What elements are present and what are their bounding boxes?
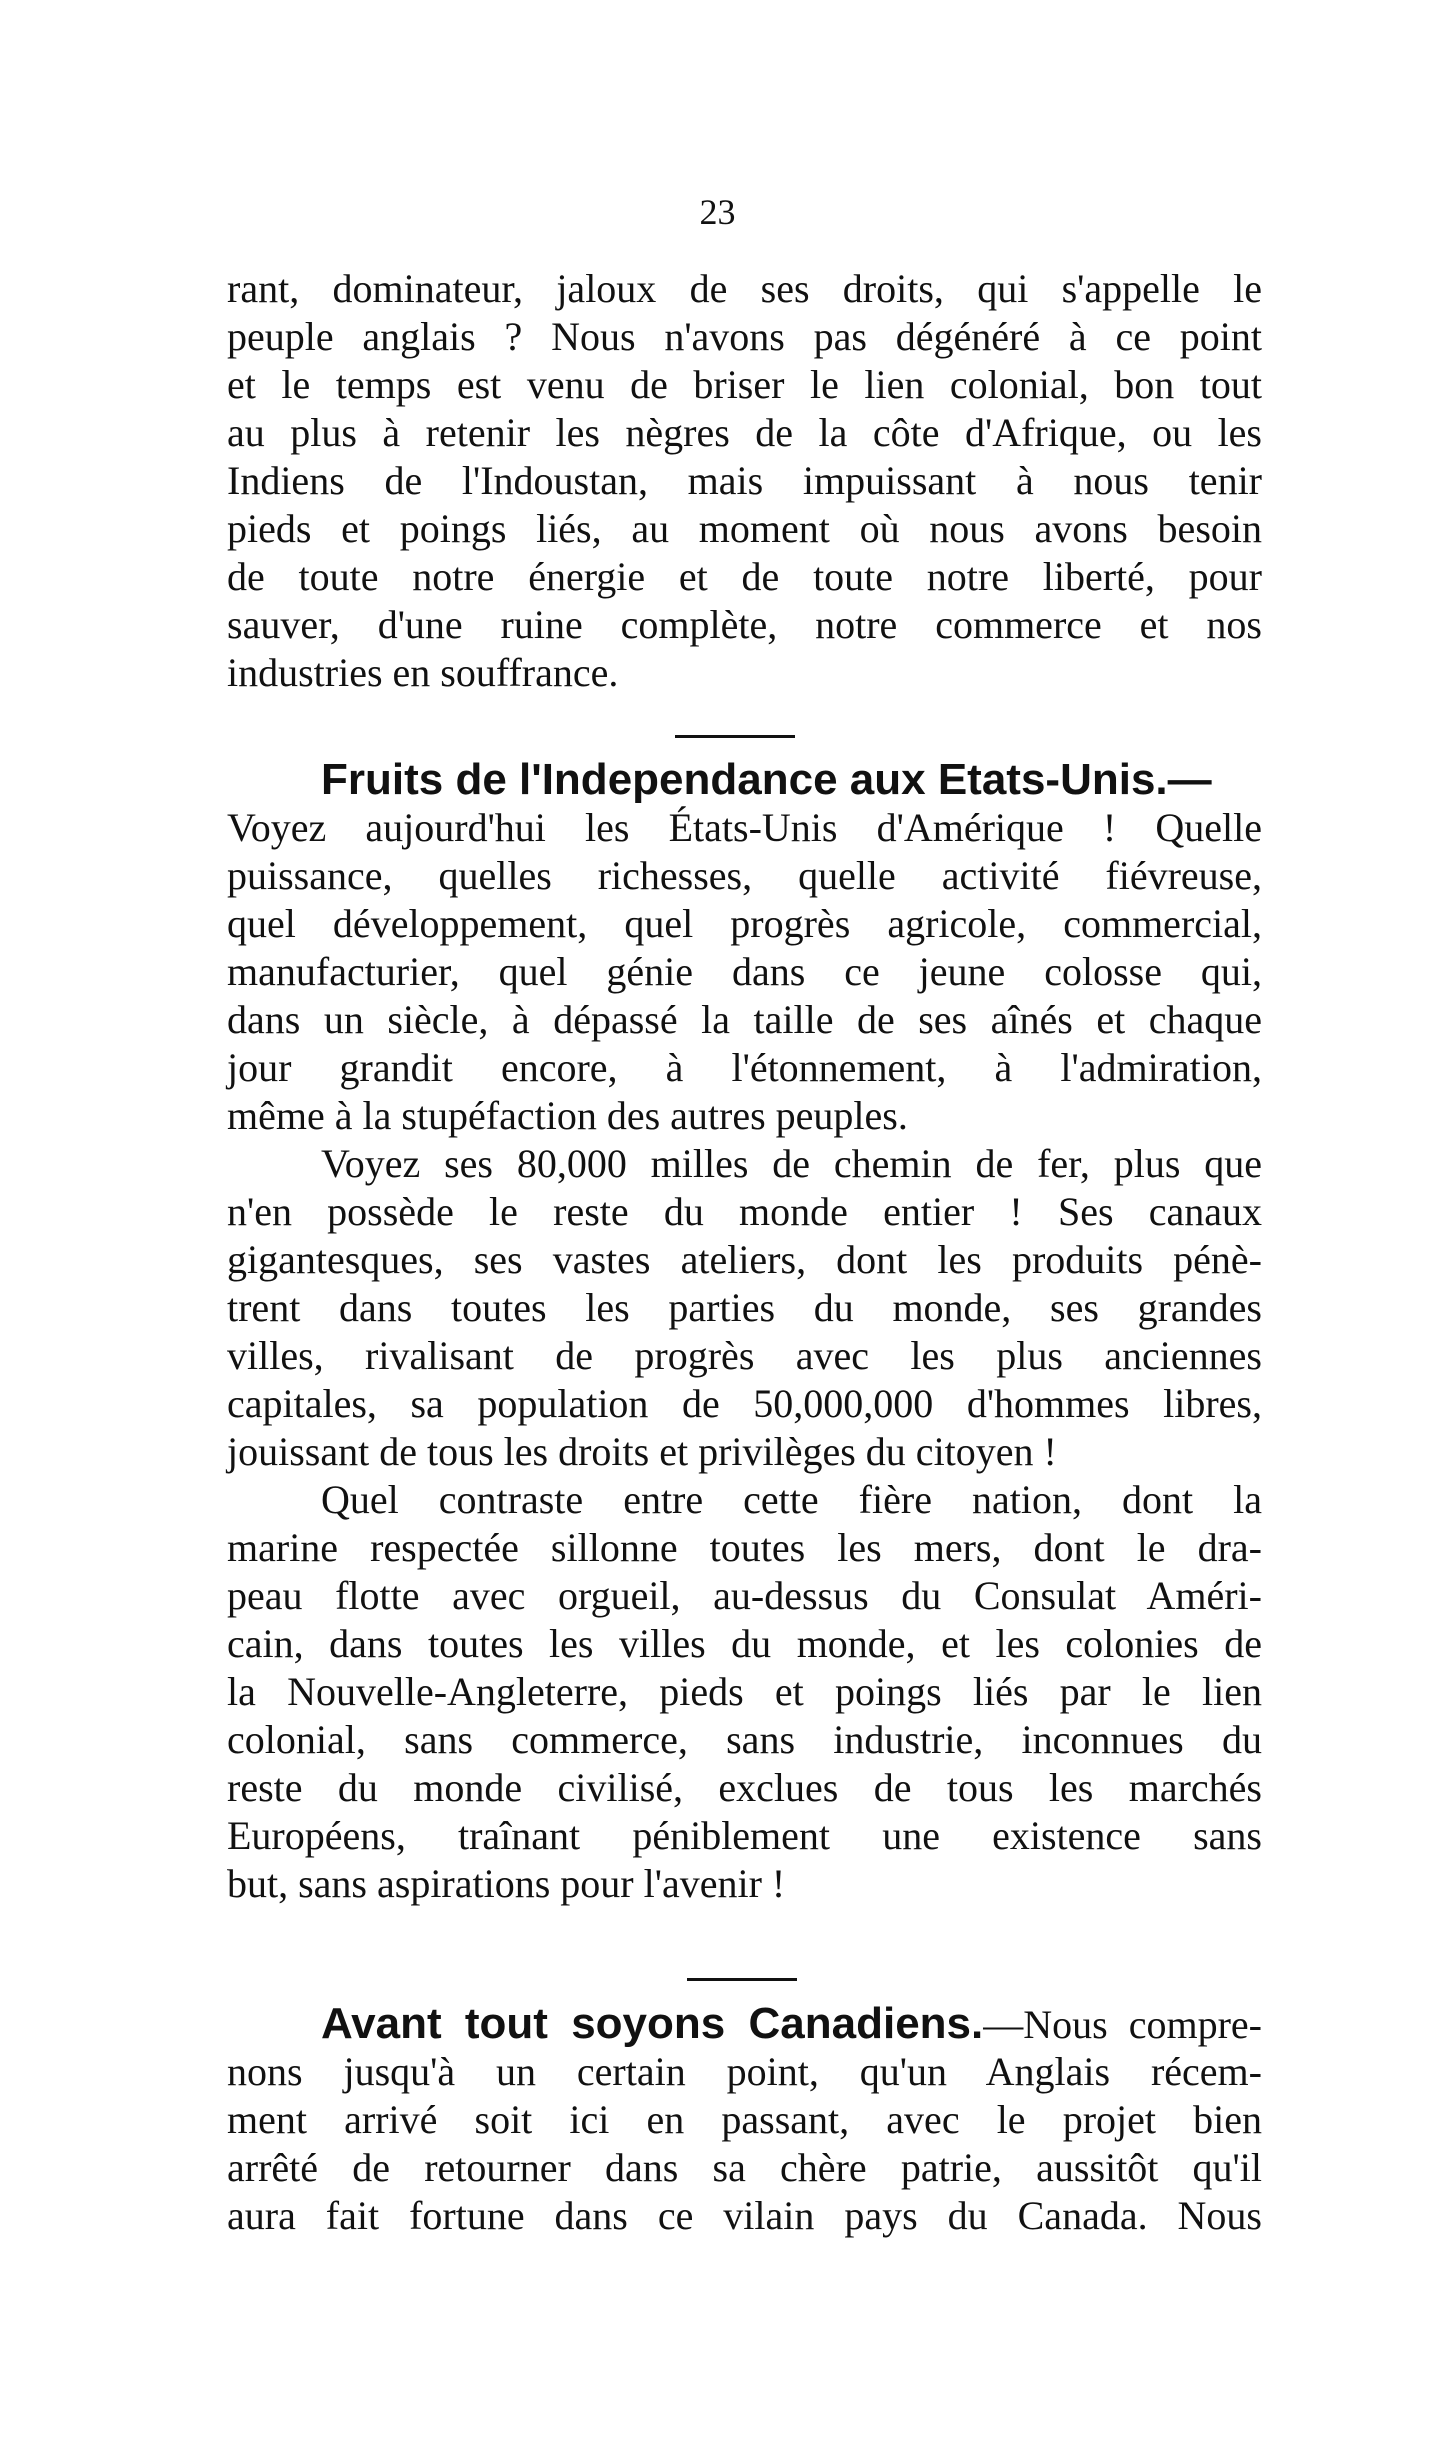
text-line: jouissant de tous les droits et privilèges du citoyen ! xyxy=(227,1429,1057,1474)
text-line: quel développement, quel progrès agricole, commercial, xyxy=(227,901,1262,946)
text-line: de toute notre énergie et de toute notre liberté, pour xyxy=(227,554,1262,599)
text-line: au plus à retenir les nègres de la côte d'Afrique, ou les xyxy=(227,410,1262,455)
text-line: industries en souffrance. xyxy=(227,650,619,695)
text-line: puissance, quelles richesses, quelle activité fiévreuse, xyxy=(227,853,1262,898)
section-heading-line xyxy=(227,756,1262,804)
section-divider xyxy=(675,735,795,738)
section-divider xyxy=(687,1978,797,1981)
section-heading: Avant tout soyons Canadiens. xyxy=(321,1999,984,2048)
text-line: peuple anglais ? Nous n'avons pas dégénéré à ce point xyxy=(227,314,1262,359)
text-line: n'en possède le reste du monde entier ! Ses canaux xyxy=(227,1189,1262,1234)
section-heading: Fruits de l'Independance aux Etats-Unis.— xyxy=(321,755,1212,804)
text-line: reste du monde civilisé, exclues de tous les marchés xyxy=(227,1765,1262,1810)
text-line: peau flotte avec orgueil, au-dessus du Consulat Améri- xyxy=(227,1573,1262,1618)
text-line: rant, dominateur, jaloux de ses droits, qui s'appelle le xyxy=(227,266,1262,311)
text-line: marine respectée sillonne toutes les mers, dont le dra- xyxy=(227,1525,1262,1570)
text-line: aura fait fortune dans ce vilain pays du Canada. Nous xyxy=(227,2193,1262,2238)
text-line: dans un siècle, à dépassé la taille de ses aînés et chaque xyxy=(227,997,1262,1042)
text-line: Indiens de l'Indoustan, mais impuissant à nous tenir xyxy=(227,458,1262,503)
text-line: pieds et poings liés, au moment où nous avons besoin xyxy=(227,506,1262,551)
text-line: trent dans toutes les parties du monde, ses grandes xyxy=(227,1285,1262,1330)
text-line: nons jusqu'à un certain point, qu'un Anglais récem- xyxy=(227,2049,1262,2094)
text-line: jour grandit encore, à l'étonnement, à l'admiration, xyxy=(227,1045,1262,1090)
paragraph-continuation xyxy=(227,265,1262,697)
text-line: ment arrivé soit ici en passant, avec le projet bien xyxy=(227,2097,1262,2142)
text-line: but, sans aspirations pour l'avenir ! xyxy=(227,1861,786,1906)
section-heading-line xyxy=(227,2000,1262,2048)
heading-continuation: —Nous compre- xyxy=(983,2002,1262,2047)
text-line: capitales, sa population de 50,000,000 d'hommes libres, xyxy=(227,1381,1262,1426)
text-line: cain, dans toutes les villes du monde, et les colonies de xyxy=(227,1621,1262,1666)
text-line: même à la stupéfaction des autres peuples. xyxy=(227,1093,908,1138)
text-line: colonial, sans commerce, sans industrie, inconnues du xyxy=(227,1717,1262,1762)
text-line: Européens, traînant péniblement une existence sans xyxy=(227,1813,1262,1858)
text-line: la Nouvelle-Angleterre, pieds et poings liés par le lien xyxy=(227,1669,1262,1714)
text-line: et le temps est venu de briser le lien colonial, bon tout xyxy=(227,362,1262,407)
text-line: sauver, d'une ruine complète, notre commerce et nos xyxy=(227,602,1262,647)
section-fruits-independance xyxy=(227,756,1262,1908)
text-line: villes, rivalisant de progrès avec les plus anciennes xyxy=(227,1333,1262,1378)
page-number: 23 xyxy=(699,192,736,232)
text-line: Voyez ses 80,000 milles de chemin de fer, plus que xyxy=(321,1141,1262,1186)
text-line: manufacturier, quel génie dans ce jeune colosse qui, xyxy=(227,949,1262,994)
text-line: gigantesques, ses vastes ateliers, dont les produits pénè- xyxy=(227,1237,1262,1282)
section-soyons-canadiens xyxy=(227,2000,1262,2240)
text-line: Voyez aujourd'hui les États-Unis d'Amérique ! Quelle xyxy=(227,805,1262,850)
text-line: arrêté de retourner dans sa chère patrie, aussitôt qu'il xyxy=(227,2145,1262,2190)
text-line: Quel contraste entre cette fière nation, dont la xyxy=(321,1477,1262,1522)
